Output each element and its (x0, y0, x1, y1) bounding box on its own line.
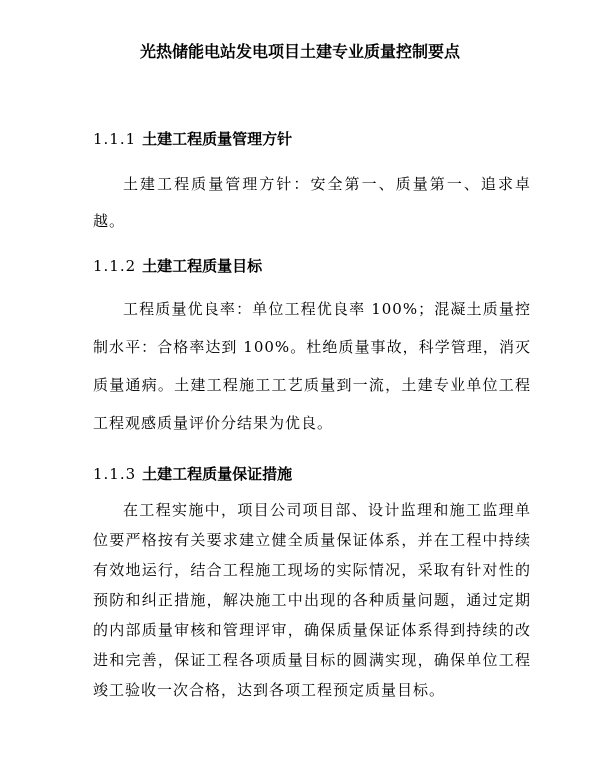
section-number: 1.1.2 (93, 257, 137, 275)
document-title: 光热储能电站发电项目土建专业质量控制要点 (139, 42, 460, 61)
section-heading-text: 土建工程质量管理方针 (142, 130, 293, 148)
section-heading-1-1-2 (93, 256, 262, 276)
section-heading-text: 土建工程质量目标 (142, 257, 263, 275)
section-heading-1-1-1 (93, 129, 292, 149)
section-number: 1.1.1 (93, 130, 137, 148)
section-paragraph-quality-assurance: 在工程实施中，项目公司项目部、设计监理和施工监理单位要严格按有关要求建立健全质量保证体系，并在工程中持续有效地运行，结合工程施工现场的实际情况，采取有针对性的预防和纠正措施，解决施工中出现的各种质量问题，通过定期的内部质量审核和管理评审，确保质量保证体系得到持续的改进和完善，保证工程各项质量目标的圆满实现，确保单位工程竣工验收一次合格，达到各项工程预定质量目标。 (93, 501, 531, 699)
section-number: 1.1.3 (93, 465, 137, 483)
section-paragraph-quality-policy: 土建工程质量管理方针：安全第一、质量第一、追求卓越。 (93, 175, 531, 230)
section-heading-text: 土建工程质量保证措施 (142, 465, 293, 483)
section-heading-1-1-3 (93, 464, 292, 484)
section-paragraph-quality-goals: 工程质量优良率：单位工程优良率 100%；混凝土质量控制水平：合格率达到 100%。杜绝质量事故，科学管理，消灭质量通病。土建工程施工工艺质量到一流，土建专业单位工程工程观感质量评价分结果为优良。 (93, 300, 531, 432)
